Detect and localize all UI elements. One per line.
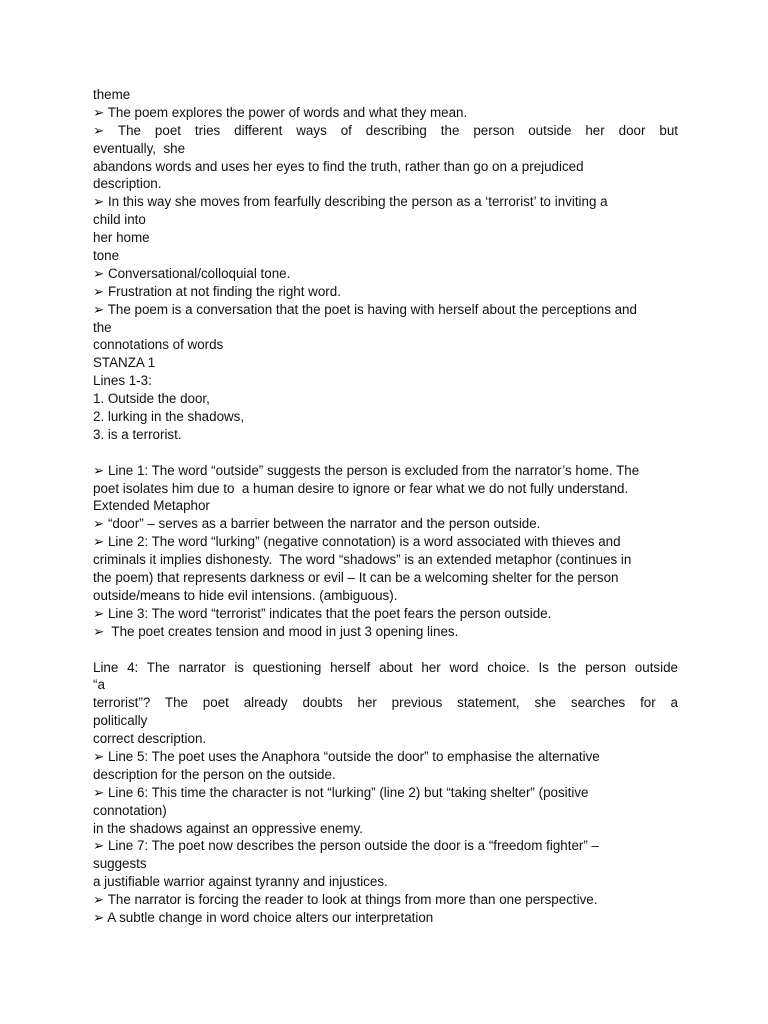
text-line: the poem) that represents darkness or evil – It can be a welcoming shelter for the person [93,570,619,586]
text-line: tone [93,248,120,264]
text-line: poet isolates him due to a human desire to ignore or fear what we do not fully understand. [93,480,629,496]
text-line: Line 4: The narrator is questioning herself about her word choice. Is the person outside [93,659,678,675]
document-body [93,86,678,927]
text-line: connotations of words [93,337,224,353]
text-line: correct description. [93,731,207,747]
text-line: abandons words and uses her eyes to find the truth, rather than go on a prejudiced [93,158,584,174]
text-line: 3. is a terrorist. [93,426,182,442]
text-line: ➢ The poem is a conversation that the poet is having with herself about the perceptions and [93,301,637,317]
text-line: ➢ Frustration at not finding the right word. [93,283,341,299]
blank-line [93,444,678,462]
text-line: in the shadows against an oppressive enemy. [93,820,363,836]
blank-line [93,641,678,659]
text-line: ➢ Line 2: The word “lurking” (negative connotation) is a word associated with thieves and [93,534,621,550]
text-line: terrorist”? The poet already doubts her previous statement, she searches for a [93,695,678,711]
text-line: Lines 1-3: [93,373,152,389]
text-line: suggests [93,856,147,872]
text-line: ➢ The poet tries different ways of describing the person outside her door but [93,122,678,138]
text-line: Extended Metaphor [93,498,210,514]
text-line: description. [93,176,162,192]
text-line: ➢ Line 6: This time the character is not “lurking” (line 2) but “taking shelter” (positive [93,784,589,800]
text-line: ➢ The narrator is forcing the reader to look at things from more than one perspective. [93,892,598,908]
text-line: STANZA 1 [93,355,156,371]
text-line: ➢ Line 3: The word “terrorist” indicates that the poet fears the person outside. [93,605,552,621]
text-line: connotation) [93,802,167,818]
text-line: criminals it implies dishonesty. The word “shadows” is an extended metaphor (continues in [93,552,632,568]
text-line: ➢ A subtle change in word choice alters our interpretation [93,909,434,925]
text-line: 1. Outside the door, [93,391,210,407]
text-line: politically [93,713,148,729]
text-line: description for the person on the outside. [93,766,336,782]
text-line: ➢ Line 1: The word “outside” suggests the person is excluded from the narrator’s home. The [93,462,640,478]
text-line: “a [93,677,105,693]
text-line: ➢ Line 5: The poet uses the Anaphora “outside the door” to emphasise the alternative [93,748,600,764]
text-line: ➢ The poem explores the power of words and what they mean. [93,104,468,120]
text-line: child into [93,212,146,228]
text-line: ➢ Line 7: The poet now describes the person outside the door is a “freedom fighter” – [93,838,599,854]
text-line: the [93,319,112,335]
text-line: ➢ Conversational/colloquial tone. [93,265,291,281]
text-line: outside/means to hide evil intensions. (ambiguous). [93,587,398,603]
text-line: ➢ The poet creates tension and mood in just 3 opening lines. [93,623,459,639]
text-line: 2. lurking in the shadows, [93,409,245,425]
text-line: ➢ In this way she moves from fearfully describing the person as a ‘terrorist’ to inviting a [93,194,608,210]
text-line: theme [93,87,131,102]
text-line: a justifiable warrior against tyranny and injustices. [93,874,388,890]
text-line: ➢ “door” – serves as a barrier between the narrator and the person outside. [93,516,541,532]
text-line: her home [93,230,150,246]
text-line: eventually, she [93,140,186,156]
